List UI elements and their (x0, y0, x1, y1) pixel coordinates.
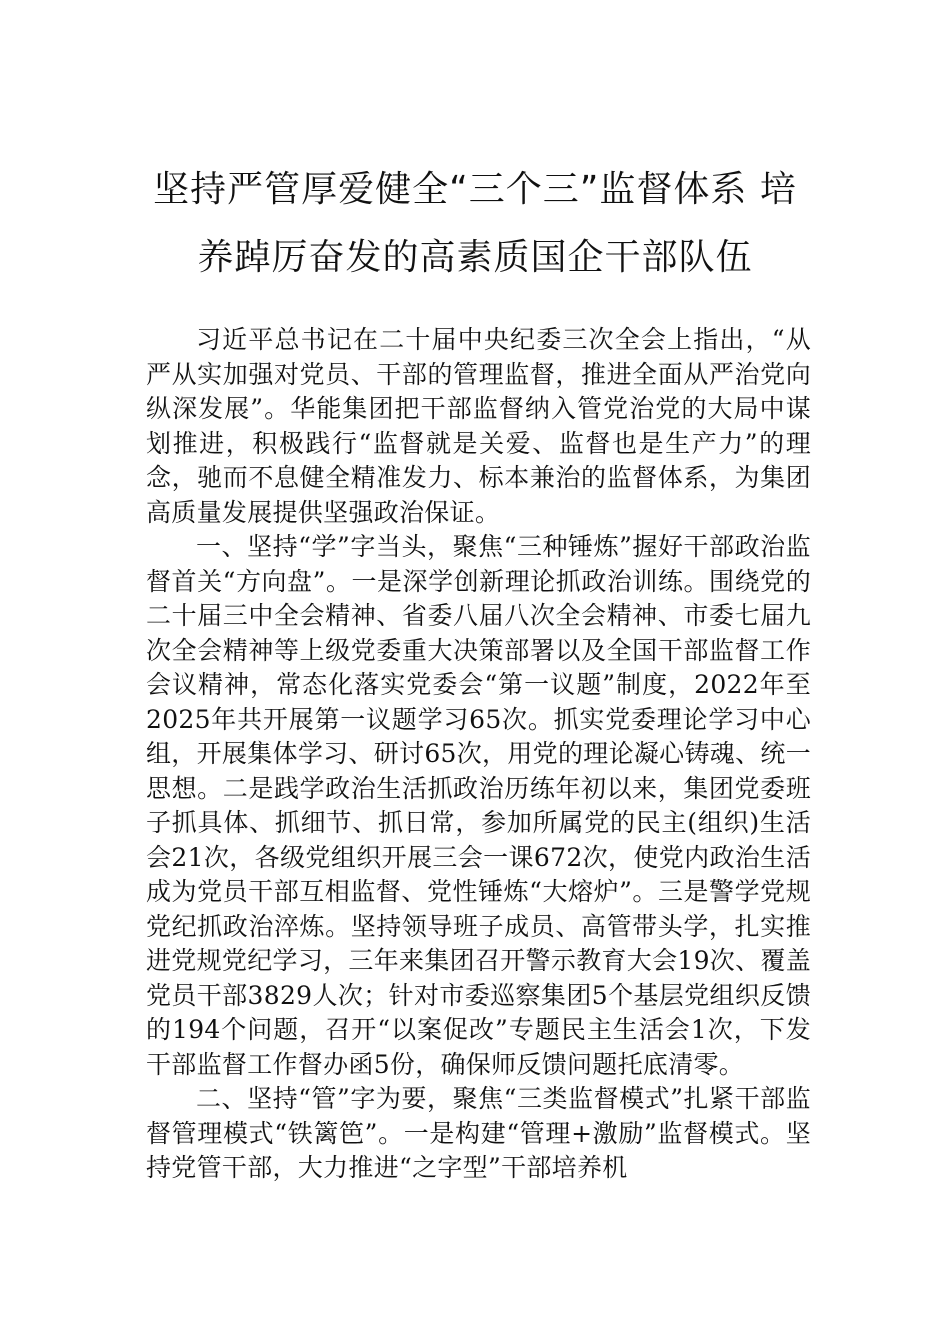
document-title-line-2: 养踔厉奋发的高素质国企干部队伍 (197, 237, 753, 278)
document-body (146, 323, 811, 1186)
paragraph-section-1: 一、坚持“学”字当头，聚焦“三种锤炼”握好干部政治监督首关“方向盘”。一是深学创新理论抓政治训练。围绕党的二十届三中全会精神、省委八届八次全会精神、市委七届九次全会精神等上级党委重大决策部署以及全国干部监督工作会议精神，常态化落实党委会“第一议题”制度，2022年至2025年共开展第一议题学习65次。抓实党委理论学习中心组，开展集体学习、研讨65次，用党的理论凝心铸魂、统一思想。二是践学政治生活抓政治历练年初以来，集团党委班子抓具体、抓细节、抓日常，参加所属党的民主(组织)生活会21次，各级党组织开展三会一课672次，使党内政治生活成为党员干部互相监督、党性锤炼“大熔炉”。三是警学党规党纪抓政治淬炼。坚持领导班子成员、高管带头学，扎实推进党规党纪学习，三年来集团召开警示教育大会19次、覆盖党员干部3829人次；针对市委巡察集团5个基层党组织反馈的194个问题，召开“以案促改”专题民主生活会1次，下发干部监督工作督办函5份，确保师反馈问题托底清零。 (146, 532, 811, 1079)
document-title-line-1: 坚持严管厚爱健全“三个三”监督体系 培 (153, 169, 797, 210)
paragraph-intro: 习近平总书记在二十届中央纪委三次全会上指出，“从严从实加强对党员、干部的管理监督，推进全面从严治党向纵深发展”。华能集团把干部监督纳入管党治党的大局中谋划推进，积极践行“监督就是关爱、监督也是生产力”的理念，驰而不息健全精准发力、标本兼治的监督体系，为集团高质量发展提供坚强政治保证。 (146, 325, 811, 527)
paragraph-section-2: 二、坚持“管”字为要，聚焦“三类监督模式”扎紧干部监督管理模式“铁篱笆”。一是构建“管理+激励”监督模式。坚持党管干部，大力推进“之字型”干部培养机 (146, 1084, 811, 1182)
